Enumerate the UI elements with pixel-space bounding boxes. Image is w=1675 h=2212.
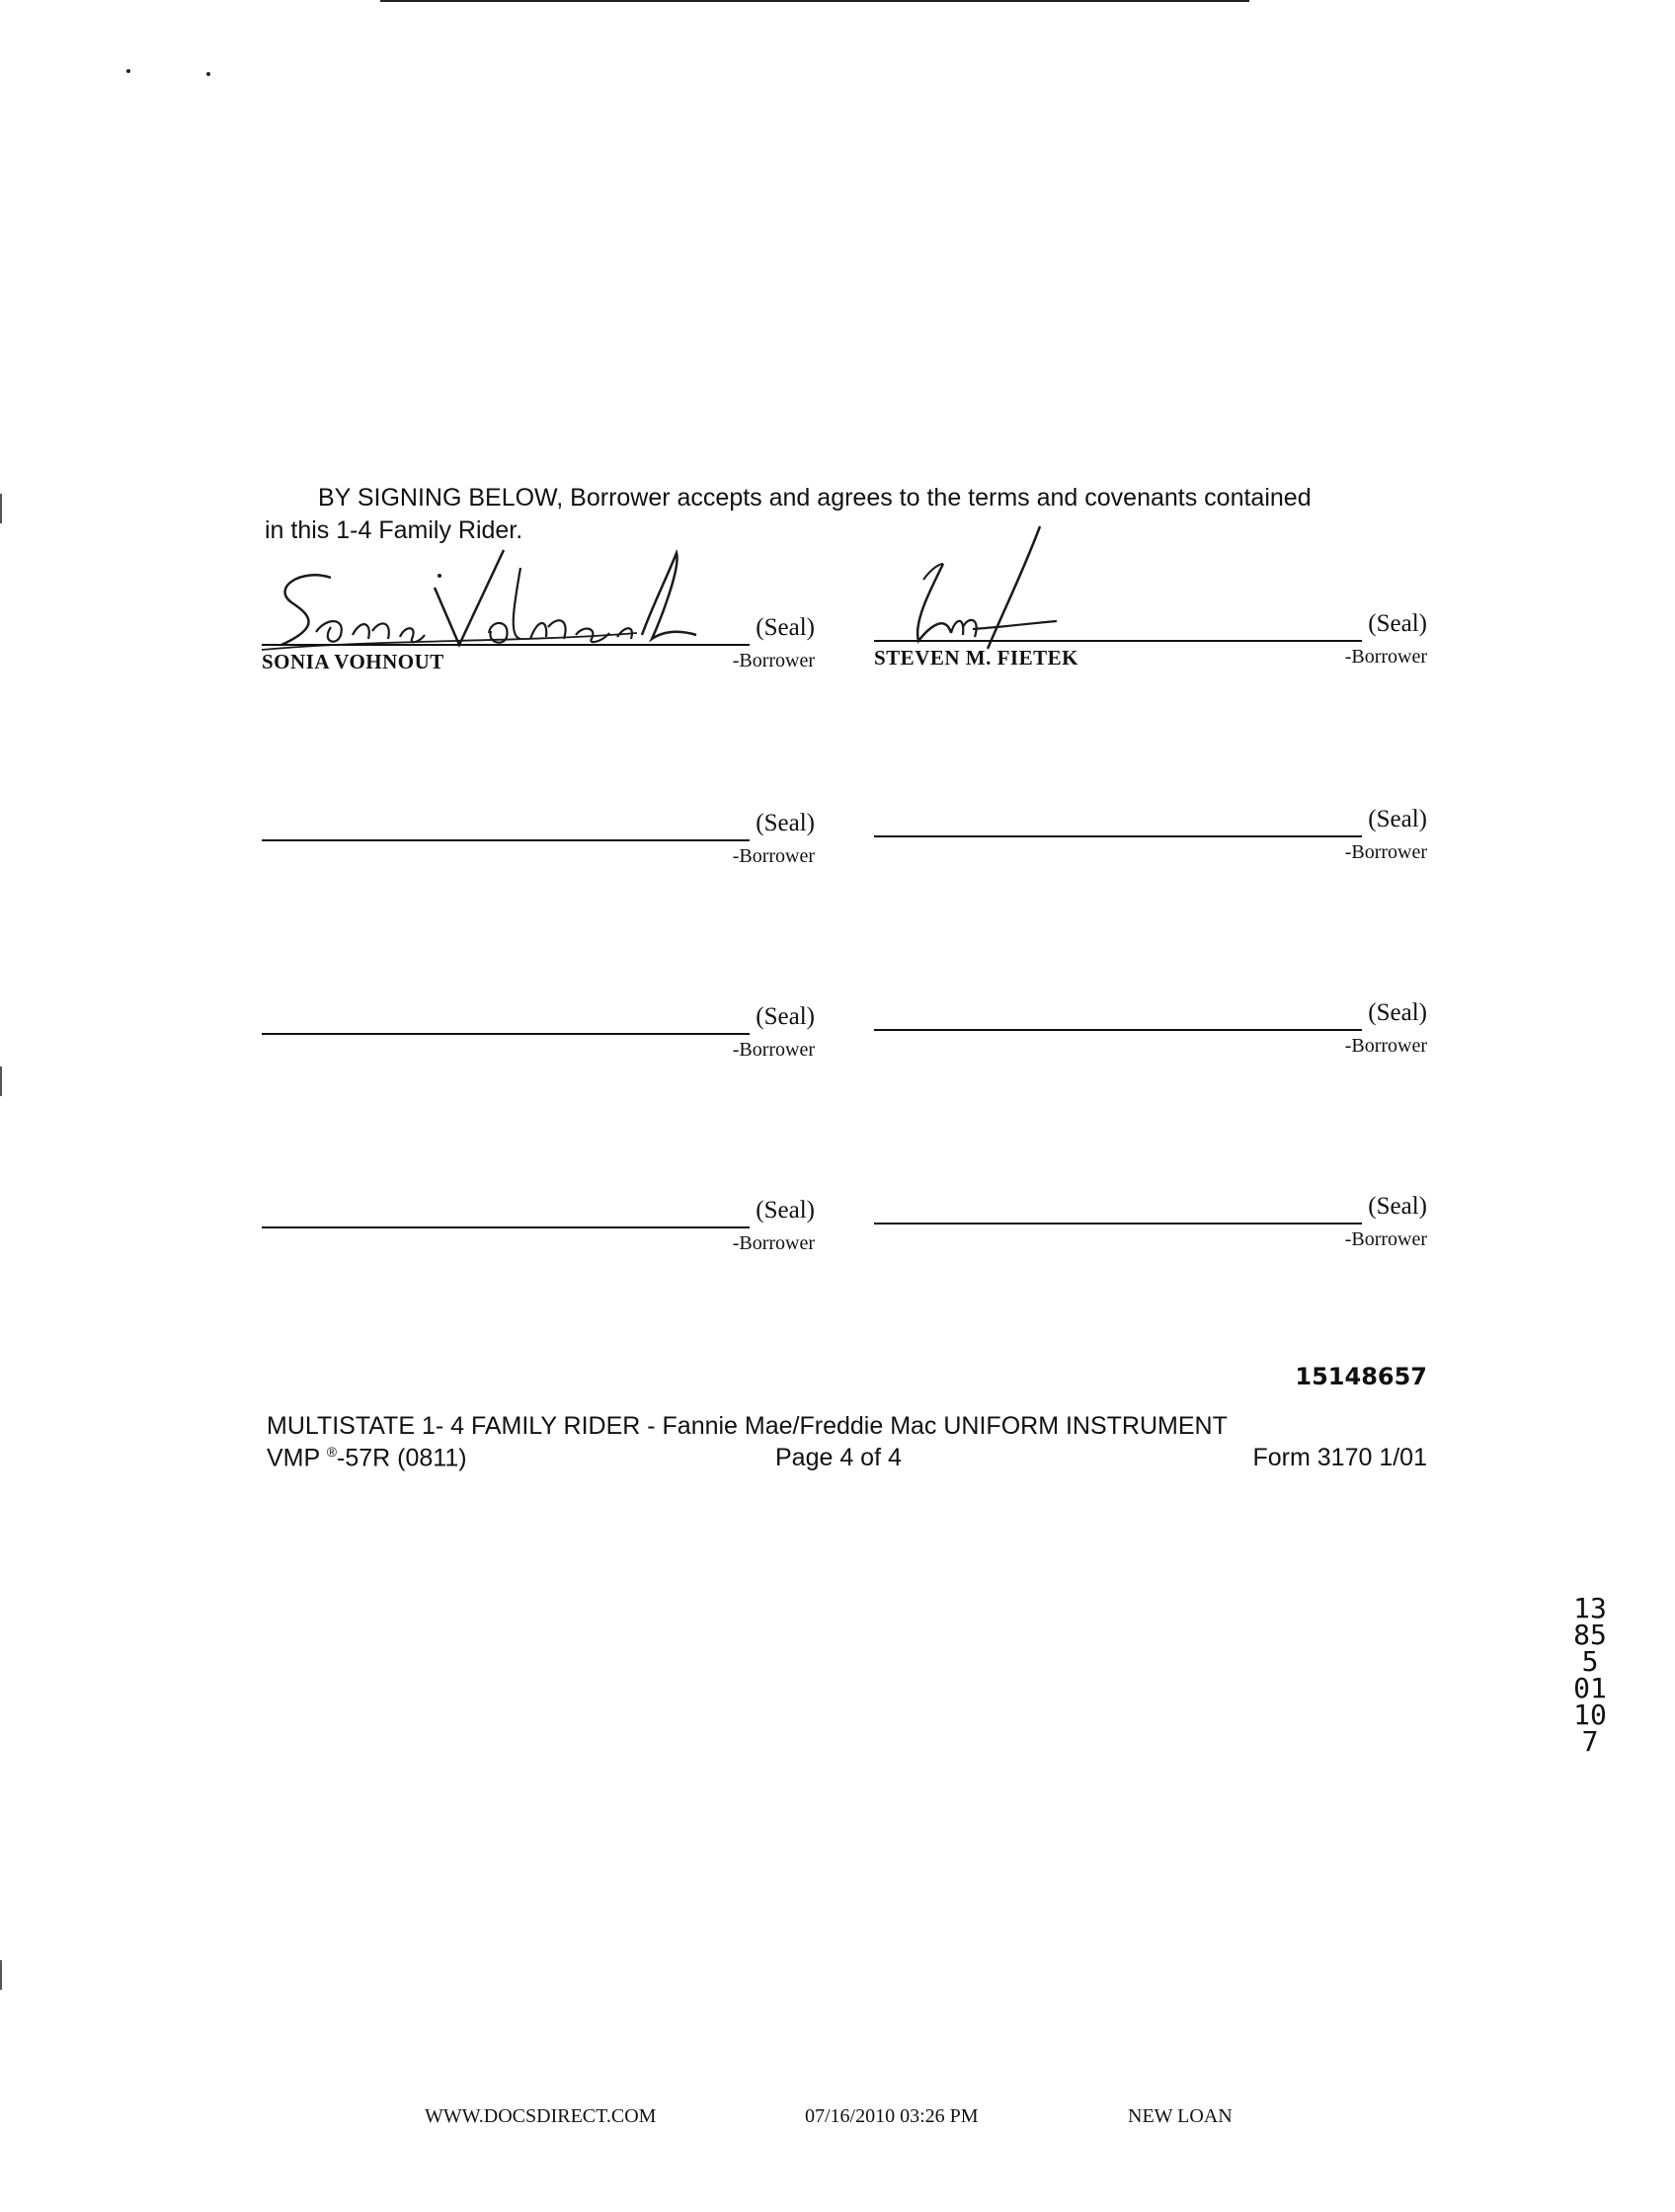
- scan-speck: [206, 72, 210, 76]
- scan-edge-mark: [0, 1960, 2, 1990]
- signature-block-borrower-6: [874, 988, 1427, 1057]
- signer-name: STEVEN M. FIETEK: [874, 646, 1078, 670]
- seal-label: (Seal): [756, 810, 815, 836]
- vmp-prefix: VMP: [267, 1444, 320, 1472]
- vmp-code: [267, 1444, 467, 1472]
- signature-line[interactable]: [874, 835, 1362, 837]
- signature-line[interactable]: [874, 1223, 1362, 1224]
- vertical-document-stamp: 13855 01107: [1573, 1592, 1607, 1758]
- seal-label: (Seal): [1368, 610, 1427, 637]
- borrower-role-label: -Borrower: [1344, 1228, 1427, 1250]
- signature-block-borrower-1: [262, 602, 815, 672]
- borrower-role-label: -Borrower: [732, 1039, 815, 1061]
- signature-line[interactable]: [262, 1033, 750, 1035]
- scan-speck: [126, 69, 130, 73]
- page-number: Page 4 of 4: [775, 1444, 902, 1471]
- agreement-line-2: in this 1-4 Family Rider.: [265, 516, 523, 544]
- signature-line[interactable]: [262, 644, 750, 646]
- borrower-role-label: -Borrower: [732, 1232, 815, 1254]
- form-title: MULTISTATE 1- 4 FAMILY RIDER - Fannie Mae/Freddie Mac UNIFORM INSTRUMENT: [267, 1412, 1228, 1440]
- scan-top-border: [380, 0, 1249, 2]
- seal-label: (Seal): [1368, 999, 1427, 1026]
- signature-block-borrower-3: [262, 798, 815, 867]
- borrower-role-label: -Borrower: [1344, 646, 1427, 668]
- borrower-role-label: -Borrower: [1344, 1035, 1427, 1057]
- signature-line[interactable]: [262, 839, 750, 841]
- seal-label: (Seal): [756, 1003, 815, 1030]
- seal-label: (Seal): [756, 1197, 815, 1224]
- signature-block-borrower-8: [874, 1181, 1427, 1250]
- borrower-role-label: -Borrower: [732, 845, 815, 867]
- agreement-statement: [265, 482, 1426, 547]
- scan-edge-mark: [0, 1066, 2, 1096]
- seal-label: (Seal): [1368, 806, 1427, 832]
- scan-edge-mark: [0, 494, 2, 523]
- agreement-line-1: BY SIGNING BELOW, Borrower accepts and agrees to the terms and covenants contained: [318, 484, 1312, 512]
- handwritten-signature: [262, 548, 696, 657]
- form-number: Form 3170 1/01: [1252, 1444, 1427, 1471]
- vmp-code-suffix: -57R (0811): [337, 1444, 467, 1472]
- signature-block-borrower-2: [874, 598, 1427, 668]
- signer-name: SONIA VOHNOUT: [262, 650, 444, 673]
- registered-mark: ®: [326, 1444, 338, 1460]
- footer-datetime: 07/16/2010 03:26 PM: [805, 2105, 979, 2127]
- signature-block-borrower-7: [262, 1185, 815, 1254]
- signature-line[interactable]: [262, 1226, 750, 1228]
- signature-line[interactable]: [874, 1029, 1362, 1031]
- signature-block-borrower-4: [874, 794, 1427, 863]
- form-footer-row: [267, 1444, 1427, 1475]
- seal-label: (Seal): [1368, 1193, 1427, 1220]
- borrower-role-label: -Borrower: [1344, 841, 1427, 863]
- borrower-role-label: -Borrower: [732, 650, 815, 672]
- signature-line[interactable]: [874, 640, 1362, 642]
- seal-label: (Seal): [756, 614, 815, 641]
- handwritten-signature: [874, 524, 1170, 653]
- footer-website: WWW.DOCSDIRECT.COM: [425, 2105, 657, 2127]
- signature-block-borrower-5: [262, 991, 815, 1061]
- loan-number: 15148657: [1295, 1363, 1427, 1390]
- footer-loan-type: NEW LOAN: [1128, 2105, 1233, 2127]
